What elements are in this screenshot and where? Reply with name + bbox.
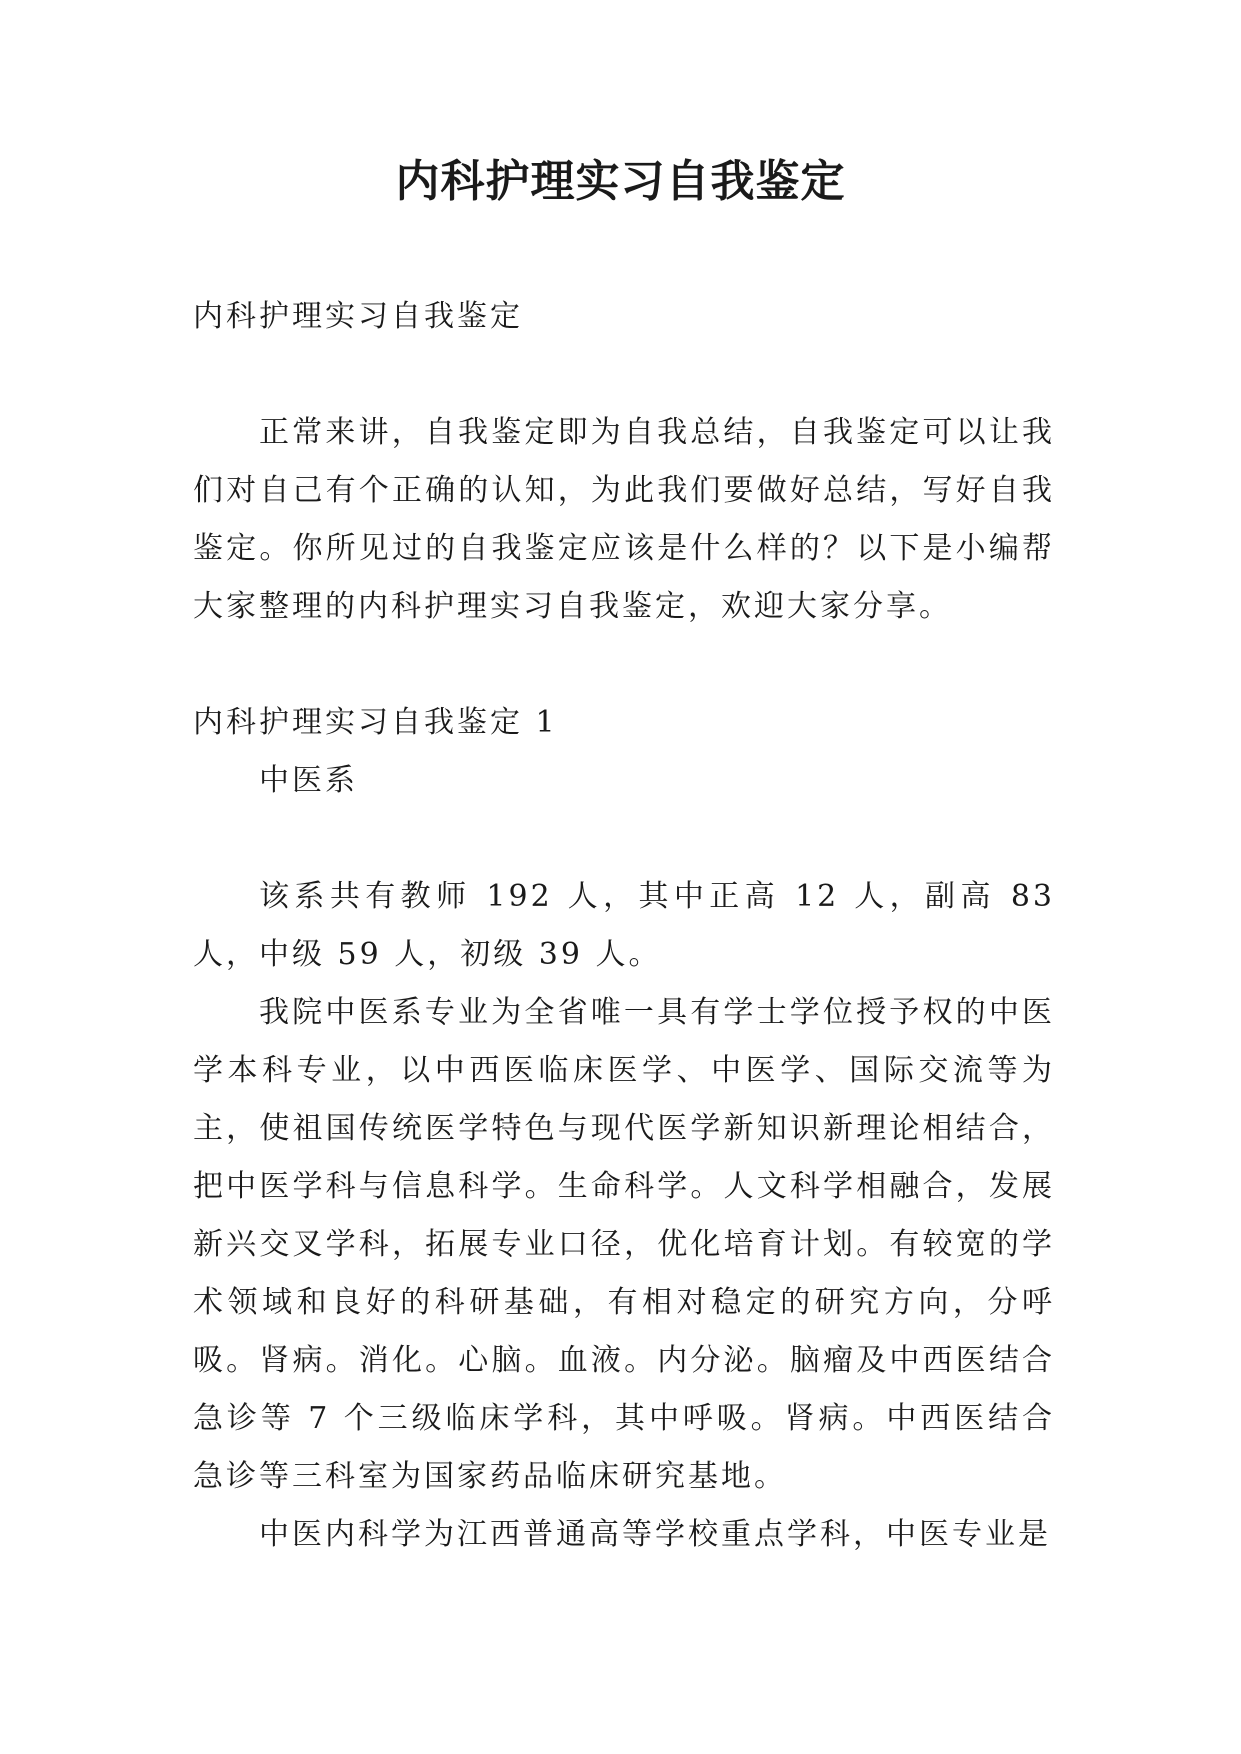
- intro-paragraph: 正常来讲，自我鉴定即为自我总结，自我鉴定可以让我们对自己有个正确的认知，为此我们要做好总结，写好自我鉴定。你所见过的自我鉴定应该是什么样的？以下是小编帮大家整理的内科护理实习自我鉴定，欢迎大家分享。: [193, 415, 1055, 624]
- department-label: 中医系: [259, 763, 358, 798]
- discipline-paragraph: 中医内科学为江西普通高等学校重点学科，中医专业是: [259, 1517, 1051, 1552]
- staff-paragraph: 该系共有教师 192 人，其中正高 12 人，副高 83 人，中级 59 人，初级 39 人。: [193, 879, 1055, 972]
- document-title: 内科护理实习自我鉴定: [395, 156, 846, 207]
- section-heading: 内科护理实习自我鉴定 1: [193, 705, 558, 740]
- document-body: [193, 288, 1055, 1564]
- department-description-paragraph: 我院中医系专业为全省唯一具有学士学位授予权的中医学本科专业，以中西医临床医学、中医学、国际交流等为主，使祖国传统医学特色与现代医学新知识新理论相结合，把中医学科与信息科学。生命科学。人文科学相融合，发展新兴交叉学科，拓展专业口径，优化培育计划。有较宽的学术领域和良好的科研基础，有相对稳定的研究方向，分呼吸。肾病。消化。心脑。血液。内分泌。脑瘤及中西医结合急诊等 7 个三级临床学科，其中呼吸。肾病。中西医结合急诊等三科室为国家药品临床研究基地。: [193, 995, 1055, 1494]
- subtitle-paragraph: 内科护理实习自我鉴定: [193, 299, 523, 334]
